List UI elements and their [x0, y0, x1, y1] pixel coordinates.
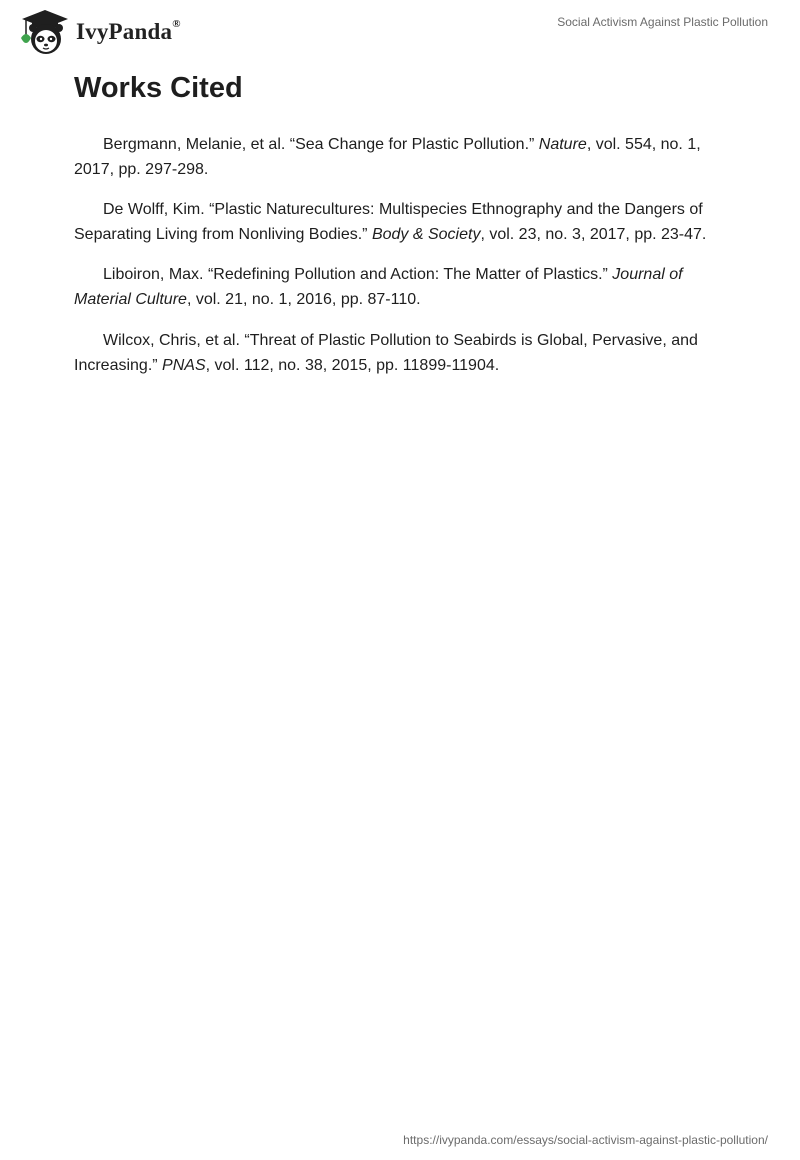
reference-item: Bergmann, Melanie, et al. “Sea Change for Plastic Pollution.” Nature, vol. 554, no. 1, 2017, pp. 297-298. [74, 136, 701, 178]
reference-item: Liboiron, Max. “Redefining Pollution and Action: The Matter of Plastics.” Journal of Material Culture, vol. 21, no. 1, 2016, pp. 87-110. [74, 266, 683, 308]
page-title: Works Cited [74, 72, 243, 104]
panda-graduate-icon [16, 8, 74, 58]
document-title: Social Activism Against Plastic Pollution [557, 15, 768, 29]
brand-name: IvyPanda® [76, 18, 181, 44]
source-url-link[interactable]: https://ivypanda.com/essays/social-activism-against-plastic-pollution/ [403, 1133, 768, 1147]
reference-item: Wilcox, Chris, et al. “Threat of Plastic Pollution to Seabirds is Global, Pervasive, and Increasing.” PNAS, vol. 112, no. 38, 2015, pp. 11899-11904. [74, 332, 698, 374]
ivypanda-logo[interactable] [16, 8, 181, 58]
reference-item: De Wolff, Kim. “Plastic Naturecultures: Multispecies Ethnography and the Dangers of Separating Living from Nonliving Bodies.” Body & Society, vol. 23, no. 3, 2017, pp. 23-47. [74, 201, 707, 243]
works-cited-list [74, 132, 728, 378]
